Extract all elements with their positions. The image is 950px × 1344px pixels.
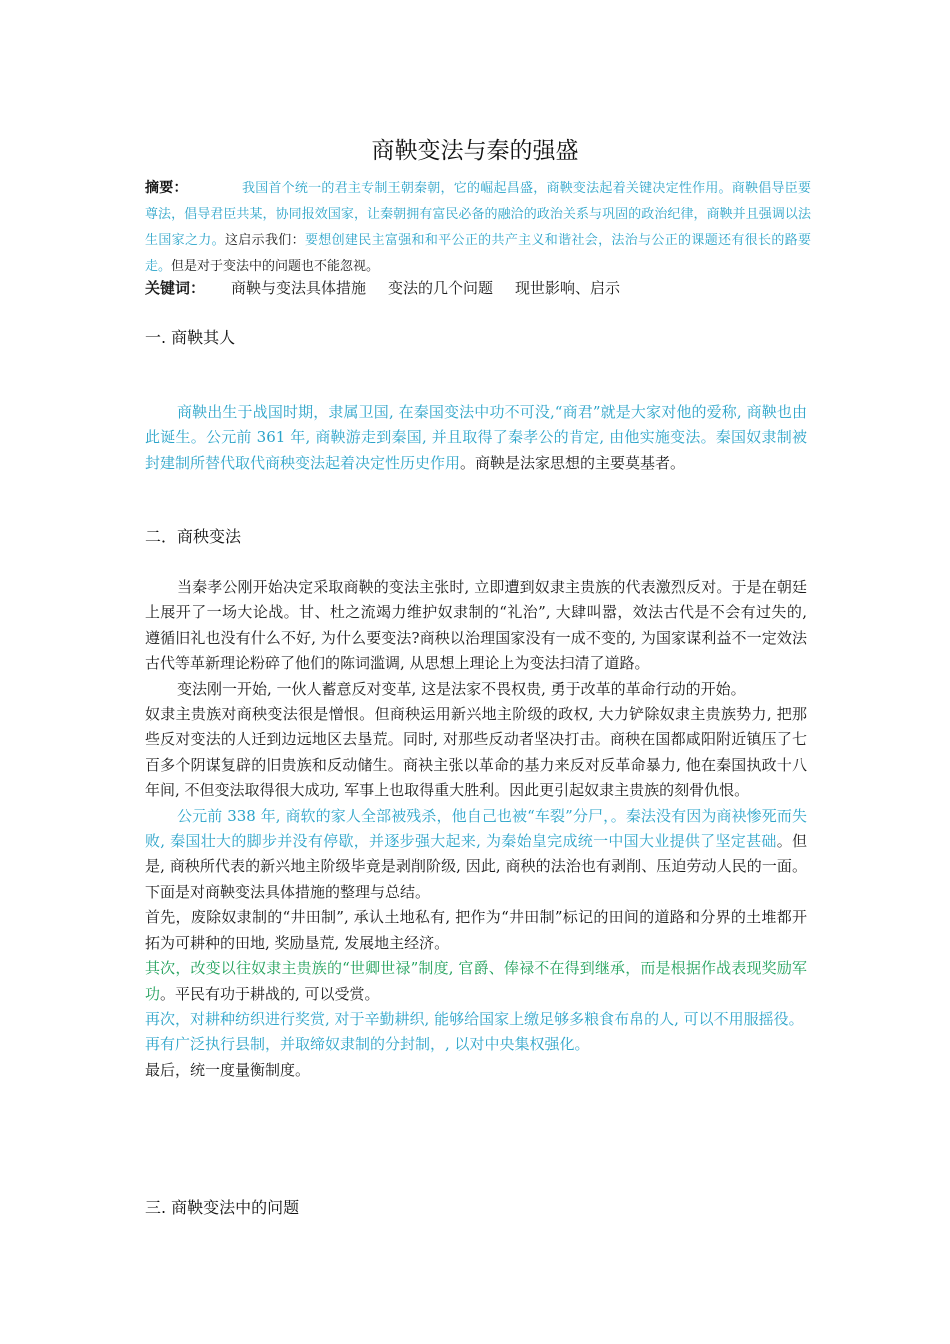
paragraph: 变法刚一开始, 一伙人蓄意反对变革, 这是法家不畏权贵, 勇于改革的革命行动的开始。 — [177, 679, 746, 698]
keywords-label: 关键词： — [145, 279, 206, 297]
section-heading: 二．商秧变法 — [145, 527, 242, 546]
abstract-text: 这启示我们： — [224, 233, 305, 248]
measure-highlight: 其次，改变以往奴隶主贵族的“世卿世禄”制度, 官爵、俸禄不在得到继承，而是根据作战表现奖励军功 — [145, 959, 807, 1003]
abstract-label: 摘要： — [145, 180, 188, 196]
measure-item: 再有广泛执行县制，并取缔奴隶制的分封制，, 以对中央集权强化。 — [145, 1035, 590, 1054]
measure-item: 首先，废除奴隶制的“井田制”, 承认土地私有, 把作为“井田制”标记的田间的道路和分界的土堆都开拓为可耕种的田地, 奖励垦荒, 发展地主经济。 — [145, 908, 807, 952]
measure-item — [145, 956, 807, 1007]
paragraph — [145, 400, 807, 476]
section-heading: 一. 商鞅其人 — [145, 328, 236, 347]
measure-text: 。平民有功于耕战的, 可以受赏。 — [160, 984, 380, 1003]
measure-item: 最后，统一度量衡制度。 — [145, 1060, 311, 1079]
keyword-item: 商鞅与变法具体措施 — [231, 279, 367, 297]
keywords — [145, 275, 811, 301]
measure-item: 再次，对耕种纺织进行奖赏, 对于辛勤耕织, 能够给国家上缴足够多粮食布帛的人, 可以不用服摇役。 — [145, 1009, 804, 1028]
abstract-text: 但是对于变法中的问题也不能忽视。 — [171, 259, 380, 274]
paragraph: 当秦孝公刚开始决定采取商鞅的变法主张时, 立即遭到奴隶主贵族的代表激烈反对。于是在朝廷上展开了一场大论战。甘、杜之流竭力维护奴隶制的“礼治”, 大肆叫嚣，效法古代是不会有过失的, 遵循旧礼也没有什么不好, 为什么要变法?商秧以治理国家没有一成不变的, 为国家谋利益不一定效法古代等革新理论粉碎了他们的陈词滥调, 从思想上理论上为变法扫清了道路。 — [145, 578, 807, 673]
section-body — [145, 575, 807, 1083]
section-body — [145, 400, 807, 476]
paragraph — [145, 804, 807, 906]
abstract — [145, 175, 811, 280]
abstract-text-highlight: 我国首个统一的君主专制王朝秦朝，它的崛起昌盛，商鞅变法起着关键决定性作用。商鞅倡导臣要尊法，倡导君臣共某，协同报效国家，让秦朝拥有富民必备的融洽的政治关系与巩固的政治纪律，商鞅并且强调以法生国家之力。 — [145, 181, 811, 248]
section-heading: 三. 商鞅变法中的问题 — [145, 1198, 300, 1217]
document-title: 商鞅变法与秦的强盛 — [371, 138, 579, 164]
paragraph-highlight: 公元前 338 年, 商软的家人全部被残杀，他自己也被“车裂”分尸，。秦法没有因为商袂惨死而失败, 秦国壮大的脚步并没有停歇，并逐步强大起来, 为秦始皇完成统一中国大业提供了坚定甚础 — [145, 806, 807, 851]
paragraph-highlight: 商鞅出生于战国时期，隶属卫国, 在秦国变法中功不可没,“商君”就是大家对他的爱称, 商鞅也由此诞生。公元前 361 年, 商鞅游走到秦国, 并且取得了秦孝公的肯定, 由他实施变法。秦国奴隶制被封建制所替代取代商秧变法起着决定性历史作用 — [145, 403, 807, 472]
paragraph-text: 。但是, 商秧所代表的新兴地主阶级毕竟是剥削阶级, 因此, 商秧的法治也有剥削、压迫劳动人民的一面。下面是对商鞅变法具体措施的整理与总结。 — [145, 832, 807, 901]
keyword-item: 变法的几个问题 — [388, 279, 494, 297]
paragraph-text: 。商鞅是法家思想的主要莫基者。 — [460, 453, 686, 472]
keyword-item: 现世影响、启示 — [515, 279, 621, 297]
paragraph: 奴隶主贵族对商秧变法很是憎恨。但商秧运用新兴地主阶级的政权, 大力铲除奴隶主贵族势力, 把那些反对变法的人迁到边远地区去垦荒。同时, 对那些反动者坚决打击。商秧在国都咸阳附近镇压了七百多个阴谋复辟的旧贵族和反动储生。商袂主张以革命的基力来反对反革命暴力, 他在秦国执政十八年间, 不但变法取得很大成功, 军事上也取得重大胜利。因此更引起奴隶主贵族的刻骨仇恨。 — [145, 705, 807, 800]
abstract-text-highlight: 要想创建民主富强和和平公正的共产主义和谐社会，法治与公正的课题还有很长的路要走。 — [145, 233, 811, 274]
